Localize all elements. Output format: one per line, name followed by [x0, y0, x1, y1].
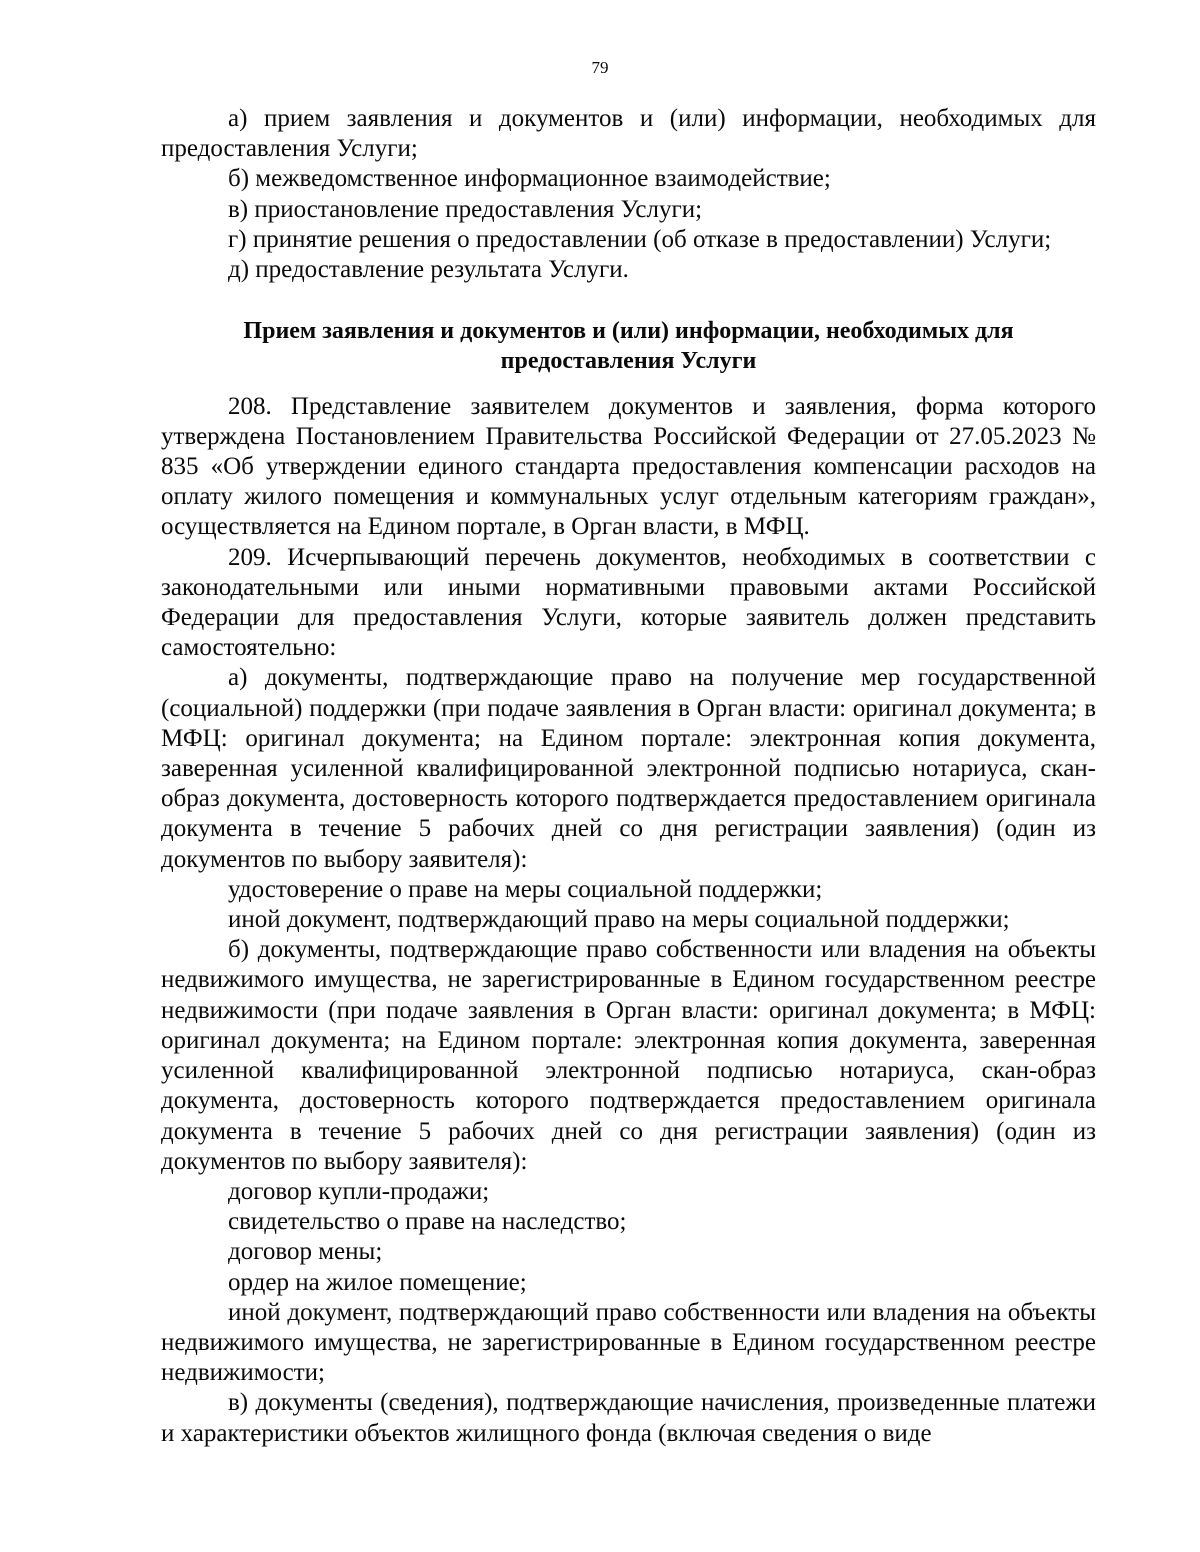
- list-item-b: б) межведомственное информационное взаимодействие;: [228, 165, 831, 193]
- list-item-a: а) прием заявления и документов и (или) информации, необходимых для предоставления Услуги;: [161, 105, 1096, 163]
- list-item-v: в) приостановление предоставления Услуги;: [228, 195, 703, 223]
- document-option: удостоверение о праве на меры социальной поддержки;: [228, 875, 823, 903]
- paragraph-208: 208. Представление заявителем документов и заявления, форма которого утверждена Постановлением Правительства Российской Федерации от 27.05.2023 № 835 «Об утверждении единого стандарта предоставления компенсации расходов на оплату жилого помещения и коммунальных услуг отдельным категориям граждан», осуществляется на Едином портале, в Орган власти, в МФЦ.: [161, 392, 1096, 541]
- document-option: договор мены;: [228, 1238, 383, 1266]
- document-option: иной документ, подтверждающий право собственности или владения на объекты недвижимого имущества, не зарегистрированные в Едином государственном реестре недвижимости;: [161, 1298, 1096, 1387]
- document-option: иной документ, подтверждающий право на меры социальной поддержки;: [228, 906, 1010, 934]
- list-item-g: г) принятие решения о предоставлении (об отказе в предоставлении) Услуги;: [228, 225, 1052, 253]
- list-item-d: д) предоставление результата Услуги.: [228, 256, 629, 284]
- document-option: договор купли-продажи;: [228, 1177, 490, 1205]
- section-heading: Прием заявления и документов и (или) информации, необходимых для предоставления Услуги: [243, 318, 1014, 375]
- page-number: 79: [591, 58, 609, 77]
- document-option: ордер на жилое помещение;: [228, 1268, 527, 1296]
- document-option: свидетельство о праве на наследство;: [228, 1208, 627, 1236]
- paragraph-209-v: в) документы (сведения), подтверждающие начисления, произведенные платежи и характеристики объектов жилищного фонда (включая сведения о виде: [161, 1389, 1096, 1447]
- paragraph-209: 209. Исчерпывающий перечень документов, необходимых в соответствии с законодательными или иными нормативными правовыми актами Российской Федерации для предоставления Услуги, которые заявитель должен представить самостоятельно:: [161, 543, 1096, 662]
- document-body: [161, 104, 1096, 1449]
- paragraph-209-b: б) документы, подтверждающие право собственности или владения на объекты недвижимого имущества, не зарегистрированные в Едином государственном реестре недвижимости (при подаче заявления в Орган власти: оригинал документа; в МФЦ: оригинал документа; на Едином портале: электронная копия документа, заверенная усиленной квалифицированной электронной подписью нотариуса, скан-образ документа, достоверность которого подтверждается предоставлением оригинала документа в течение 5 рабочих дней со дня регистрации заявления) (один из документов по выбору заявителя):: [161, 936, 1096, 1175]
- paragraph-209-a: а) документы, подтверждающие право на получение мер государственной (социальной) поддержки (при подаче заявления в Орган власти: оригинал документа; в МФЦ: оригинал документа; на Едином портале: электронная копия документа, заверенная усиленной квалифицированной электронной подписью нотариуса, скан-образ документа, достоверность которого подтверждается предоставлением оригинала документа в течение 5 рабочих дней со дня регистрации заявления) (один из документов по выбору заявителя):: [161, 664, 1096, 873]
